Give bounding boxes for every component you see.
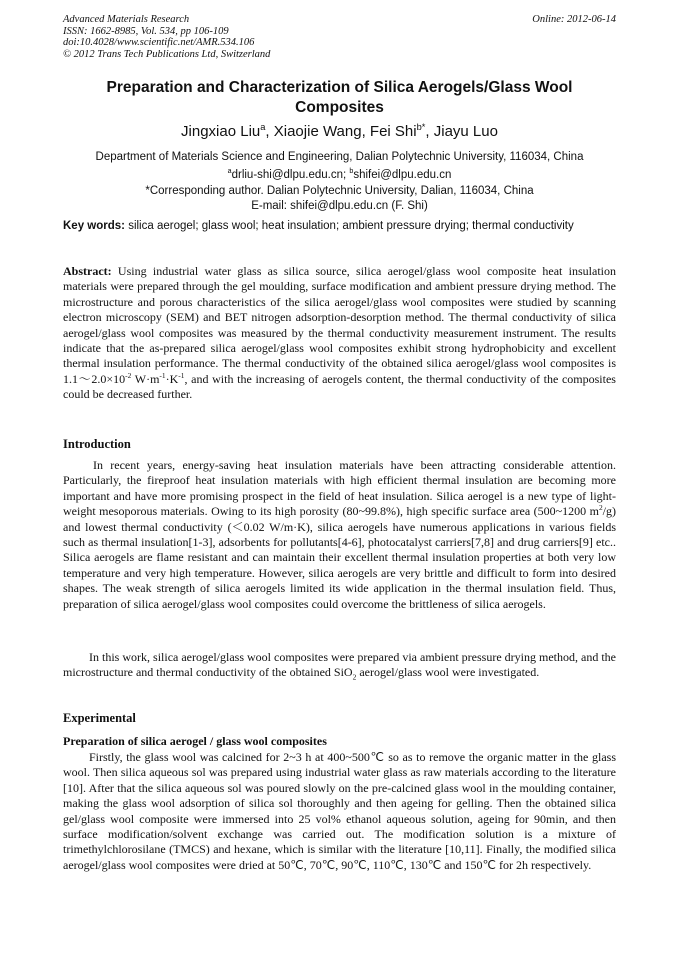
keywords-label: Key words: — [63, 220, 125, 232]
email-a-marker: a — [227, 167, 232, 176]
author-4: , Jiayu Luo — [425, 123, 498, 140]
title-line-2: Composites — [295, 99, 384, 116]
experimental-heading: Experimental — [63, 711, 136, 725]
superscript: 2 — [598, 503, 603, 513]
exponent: -1 — [159, 370, 166, 380]
email-a[interactable]: drliu-shi@dlpu.edu.cn; — [231, 169, 350, 181]
author-1: Jingxiao Liu — [181, 123, 261, 140]
journal-metadata — [63, 14, 616, 60]
corresponding-author: *Corresponding author. Dalian Polytechnic University, Dalian, 116034, China — [145, 185, 534, 197]
introduction-paragraph-1 — [63, 458, 616, 612]
copyright-line: © 2012 Trans Tech Publications Ltd, Switzerland — [63, 48, 271, 60]
issn-line: ISSN: 1662-8985, Vol. 534, pp 106-109 — [63, 25, 229, 37]
experimental-paragraph: Firstly, the glass wool was calcined for 2~3 h at 400~500℃ so as to remove the organic matter in the glass wool. Then silica aqueous sol was prepared using industrial water glass as raw materials according to the literature [10]. After that the silica aqueous sol was poured slowly on the pre-calcined glass wool in the moulding container, making the glass wool adsorption of silica sol thoroughly and then ageing for gelling. Then the obtained silica gel/glass wool composite were immersed into 25 vol% ethanol aqueous solution, ageing for 90min, and then surface modification/solvent exchange was carried out. The modification solution is a mixture of trimethylchlorosilane (TMCS) and hexane, which is similar with the literature [10,11]. Finally, the modified silica aerogel/glass wool composites were dried at 50℃, 70℃, 90℃, 110℃, 130℃ and 150℃ for 2h respectively. — [63, 750, 616, 872]
journal-name: Advanced Materials Research — [63, 14, 190, 25]
author-emails — [63, 168, 616, 183]
abstract-text-unit: ·K — [165, 371, 179, 386]
intro-text: /g) and lowest thermal conductivity (＜0.02 W/m·K), silica aerogels have numerous applications in various fields such as thermal insulation[1-3], adsorbents for pollutants[4-6], photocatalyst carriers[7,8] and drug carriers[9] etc.. Silica aerogels are flame resistant and can maintain their excellent thermal insulation properties at both very low temperature and very high temperature. However, silica aerogels are very brittle and difficult to form into desired shapes. The weak strength of silica aerogels limited its wide application in the thermal insulation field. Thus, preparation of silica aerogel/glass wool composites could overcome the brittleness of silica aerogels. — [63, 504, 616, 611]
intro-text: In recent years, energy-saving heat insulation materials have been attracting considerable attention. Particularly, the fireproof heat insulation materials with high efficient thermal insulation are becoming more important and have more promising prospect in the field of heat insulation. Silica aerogel is a new type of light-weight mesoporous materials. Owing to its high porosity (80~99.8%), high specific surface area (500~1200 m — [63, 458, 616, 519]
author-2-3: , Xiaojie Wang, Fei Shi — [265, 123, 417, 140]
email-b[interactable]: shifei@dlpu.edu.cn — [353, 169, 452, 181]
introduction-heading: Introduction — [63, 437, 131, 451]
exponent: -1 — [178, 370, 185, 380]
corresponding-email[interactable]: E-mail: shifei@dlpu.edu.cn (F. Shi) — [251, 200, 428, 212]
doi-line: doi:10.4028/www.scientific.net/AMR.534.106 — [63, 37, 255, 48]
keywords — [63, 219, 616, 234]
abstract — [63, 264, 616, 403]
department-affiliation: Department of Materials Science and Engineering, Dalian Polytechnic University, 116034, China — [95, 151, 584, 163]
author-1-marker: a — [260, 122, 266, 132]
online-date: Online: 2012-06-14 — [532, 14, 616, 25]
intro-text: In this work, silica aerogel/glass wool composites were prepared via ambient pressure drying method, and the microstructure and thermal conductivity of the obtained SiO — [63, 650, 616, 680]
keywords-text: silica aerogel; glass wool; heat insulation; ambient pressure drying; thermal conductivity — [125, 220, 574, 232]
abstract-text-unit: W·m — [131, 371, 160, 386]
author-3-marker: b* — [416, 122, 426, 132]
subscript: 2 — [352, 672, 357, 682]
exponent: -2 — [125, 370, 132, 380]
abstract-text-end: , and with the increasing of aerogels content, the thermal conductivity of the composites could be decreased further. — [63, 371, 616, 402]
abstract-text: Using industrial water glass as silica source, silica aerogel/glass wool composite heat insulation materials were prepared through the gel moulding, surface modification and ambient pressure drying method. The microstructure and porous characteristics of the silica aerogel/glass wool composites were studied by scanning electron microscopy (SEM) and BET nitrogen adsorption-desorption method. The thermal conductivity of silica aerogel/glass wool composites was measured by the thermal conductivity measurement instrument. The results indicate that the as-prepared silica aerogel/glass wool composites exhibit strong hydrophobicity and excellent thermal insulation performance. The thermal conductivity of the obtained silica aerogel/glass wool composites is 1.1～2.0×10 — [63, 264, 616, 386]
author-list — [63, 122, 616, 142]
email-b-marker: b — [349, 167, 354, 176]
intro-text: aerogel/glass wool were investigated. — [356, 665, 540, 680]
experimental-subheading: Preparation of silica aerogel / glass wool composites — [63, 734, 327, 748]
title-line-1: Preparation and Characterization of Silica Aerogels/Glass Wool — [106, 79, 573, 96]
introduction-paragraph-2 — [63, 650, 616, 681]
paper-title — [63, 78, 616, 118]
abstract-label: Abstract: — [63, 264, 112, 278]
